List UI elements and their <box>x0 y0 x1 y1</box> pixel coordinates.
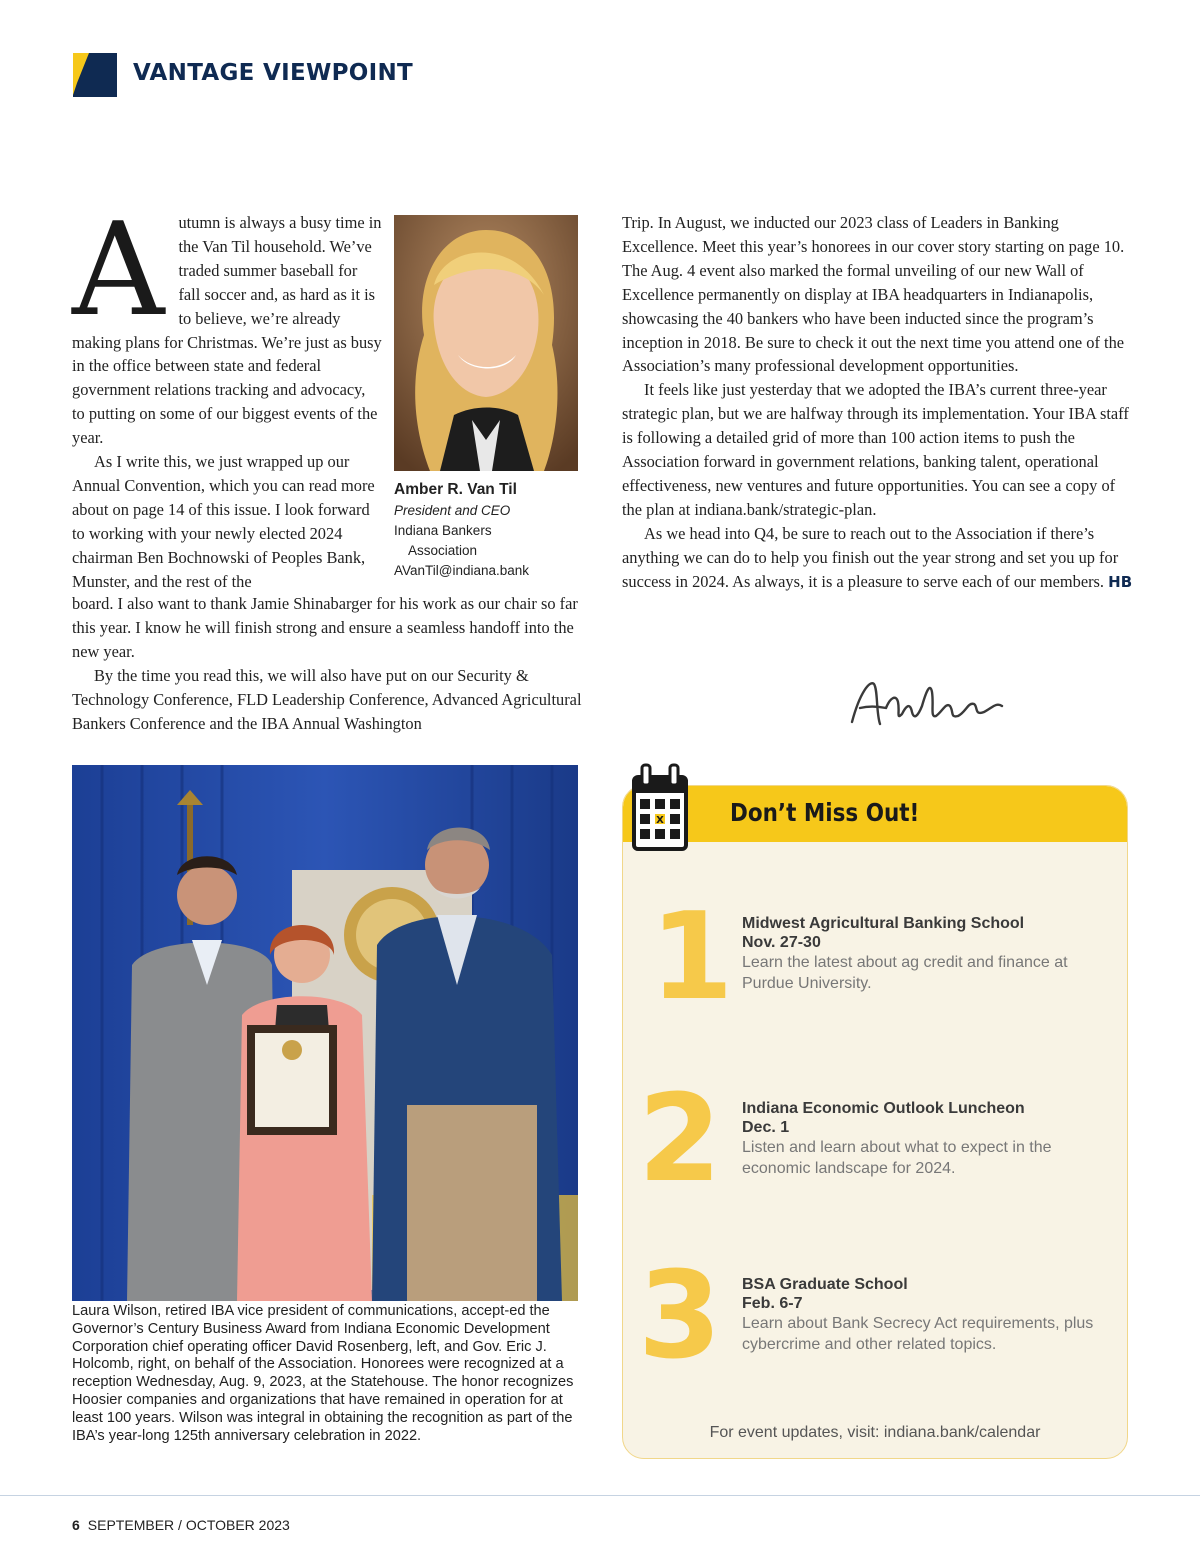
issue-date: SEPTEMBER / OCTOBER 2023 <box>87 1517 290 1533</box>
calendar-icon <box>632 763 688 853</box>
event-number-2: 2 <box>638 1070 722 1209</box>
event-name: Midwest Agricultural Banking School <box>742 915 1025 932</box>
paragraph-4: It feels like just yesterday that we adopted the IBA’s current three-year strategic plan, but we are halfway through its implementation. Your IBA staff is following a detailed grid of more than 100 action items to push the Association forward in government relations, banking talent, operational effectiveness, new ventures and future opportunities. You can see a copy of the plan at indiana.bank/strategic-plan. <box>622 380 1129 519</box>
event-date: Dec. 1 <box>742 1119 790 1136</box>
event-item-1 <box>742 914 1122 994</box>
section-title: VANTAGE VIEWPOINT <box>133 60 414 86</box>
author-org-cont: Association <box>408 543 478 558</box>
award-photo-illustration <box>72 765 578 1301</box>
event-number-3: 3 <box>638 1247 722 1386</box>
event-description: Listen and learn about what to expect in the economic landscape for 2024. <box>742 1139 1052 1177</box>
vantage-logo-icon <box>73 53 117 97</box>
author-bio <box>394 481 584 581</box>
paragraph-2b: board. I also want to thank Jamie Shinabarger for his work as our chair so far this year. I know he will finish strong and ensure a seamless handoff into the new year. <box>72 594 578 661</box>
photo-caption: Laura Wilson, retired IBA vice president of communications, accept-ed the Governor’s Century Business Award from Indiana Economic Development Corporation chief operating officer David Rosenberg, left, and Gov. Eric J. Holcomb, right, on behalf of the Association. Honorees were recognized at a reception Wednesday, Aug. 9, 2023, at the Statehouse. The honor recognizes Hoosier companies and organizations that have remained in operation for at least 100 years. Wilson was integral in obtaining the recognition as part of the IBA’s year-long 125th anniversary celebration in 2022. <box>72 1303 574 1444</box>
paragraph-5-text: As we head into Q4, be sure to reach out to the Association if there’s anything we can do to help you finish out the year strong and set you up for success in 2024. As always, it is a pleasure to serve each of our members. <box>622 523 1119 591</box>
paragraph-3b: Trip. In August, we inducted our 2023 class of Leaders in Banking Excellence. Meet this year’s honorees in our cover story starting on page 10. The Aug. 4 event also marked the formal unveiling of our new Wall of Excellence permanently on display at IBA headquarters in Indianapolis, showcasing the 40 bankers who have been inducted since the program’s inception in 2018. Be sure to check it out the next time you attend one of the Association’s many professional development opportunities. <box>622 213 1125 376</box>
event-name: Indiana Economic Outlook Luncheon <box>742 1100 1025 1117</box>
end-mark: HB <box>1108 572 1133 591</box>
event-name: BSA Graduate School <box>742 1276 908 1293</box>
author-portrait <box>394 215 578 471</box>
paragraph-1 <box>72 196 382 450</box>
author-portrait-illustration <box>394 215 578 471</box>
article-column-left-top <box>72 196 382 594</box>
calendar-mark: X <box>656 815 664 826</box>
event-item-2 <box>742 1099 1122 1179</box>
article-column-right <box>622 211 1134 595</box>
page-number: 6 <box>72 1517 80 1533</box>
article-column-left-bottom <box>72 592 584 735</box>
author-name: Amber R. Van Til <box>394 481 517 498</box>
paragraph-2a: As I write this, we just wrapped up our Annual Convention, which you can read more about on page 14 of this issue. I look forward to working with your newly elected 2024 chairman Ben Bochnowski of Peoples Bank, Munster, and the rest of the <box>72 452 375 591</box>
event-date: Nov. 27-30 <box>742 934 821 951</box>
drop-cap: A <box>72 196 165 345</box>
page-footer <box>72 1517 290 1533</box>
paragraph-1-text: utumn is always a busy time in the Van Til household. We’ve traded summer baseball for fall soccer and, as hard as it is to believe, we’re already making plans for Christmas. We’re just as busy in the office between state and federal government relations tracking and advocacy, to putting on some of our biggest events of the year. <box>72 213 382 448</box>
event-description: Learn the latest about ag credit and finance at Purdue University. <box>742 954 1068 992</box>
event-description: Learn about Bank Secrecy Act requirements, plus cybercrime and other related topics. <box>742 1315 1094 1353</box>
footer-divider <box>0 1495 1200 1496</box>
events-panel-footer[interactable]: For event updates, visit: indiana.bank/calendar <box>709 1424 1041 1441</box>
award-photo <box>72 765 578 1301</box>
event-number-1: 1 <box>650 888 734 1027</box>
signature-image <box>846 672 1006 736</box>
author-title: President and CEO <box>394 503 511 518</box>
author-org: Indiana Bankers <box>394 523 492 538</box>
events-panel-title: Don’t Miss Out! <box>730 798 920 827</box>
paragraph-3a: By the time you read this, we will also have put on our Security & Technology Conference, FLD Leadership Conference, Advanced Agricultural Bankers Conference and the IBA Annual Washington <box>72 665 582 733</box>
author-email[interactable]: AVanTil@indiana.bank <box>394 563 530 578</box>
event-date: Feb. 6-7 <box>742 1295 803 1312</box>
paragraph-5 <box>622 522 1134 595</box>
event-item-3 <box>742 1275 1122 1355</box>
